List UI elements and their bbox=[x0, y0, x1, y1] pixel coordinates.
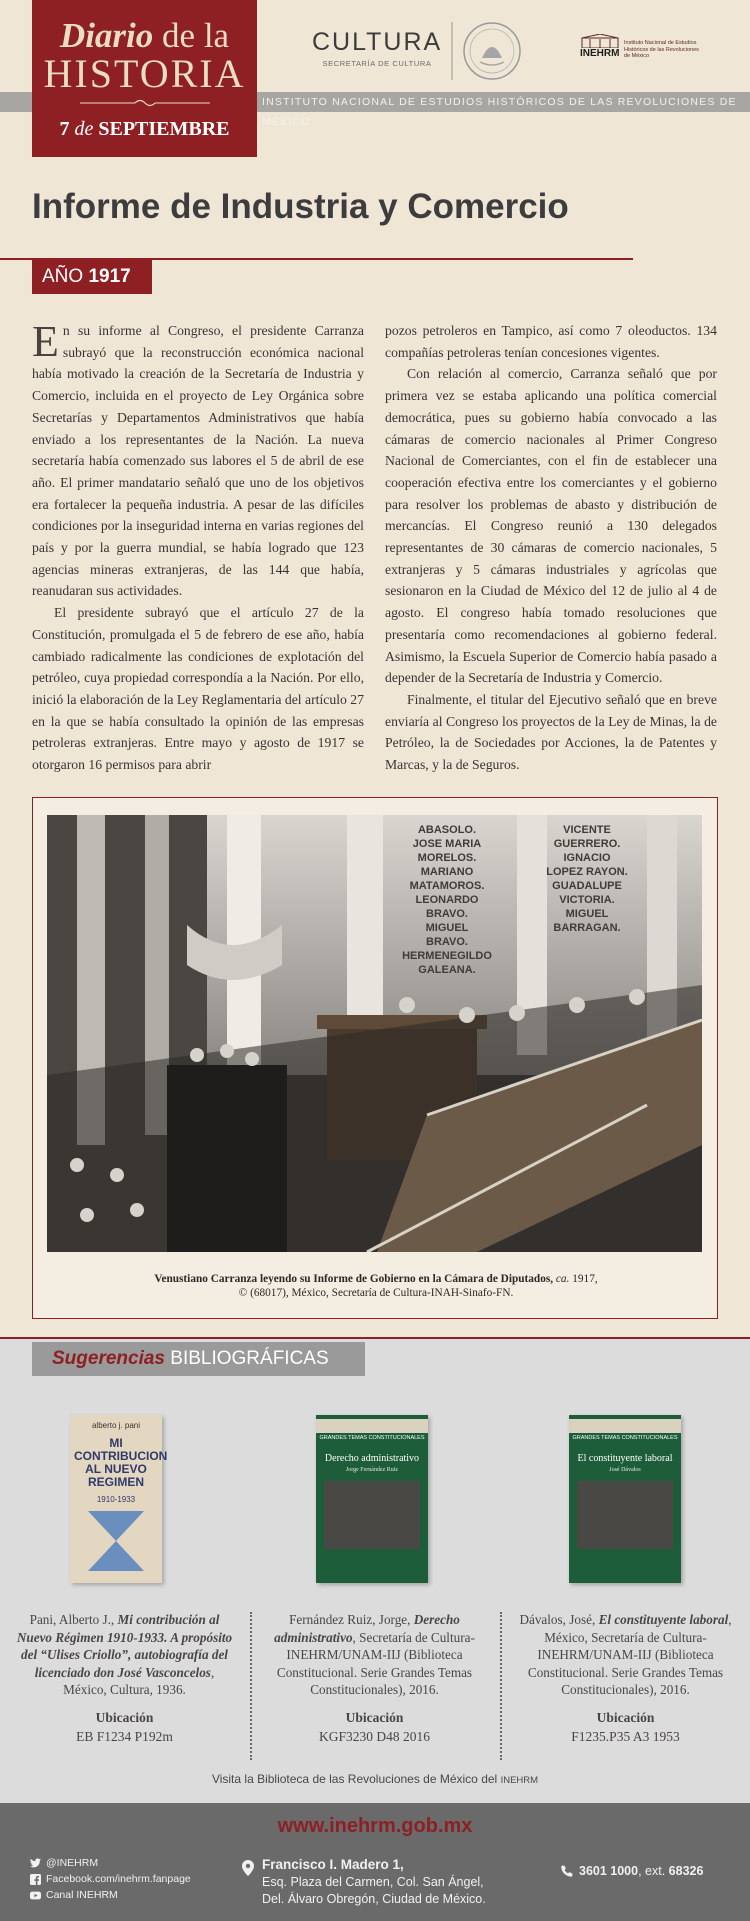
book-cover-pani[interactable] bbox=[70, 1415, 168, 1583]
twitter-link[interactable] bbox=[30, 1856, 98, 1871]
wall-name: GALEANA. bbox=[418, 964, 476, 976]
wall-name: HERMENEGILDO bbox=[402, 950, 492, 962]
wall-name: MIGUEL bbox=[425, 922, 469, 934]
caption-credit: © (68017), México, Secretaría de Cultura-INAH-Sinafo-FN. bbox=[238, 1287, 514, 1299]
suggestions-label-italic: Sugerencias bbox=[52, 1348, 165, 1369]
date-de: de bbox=[74, 118, 94, 140]
dotted-separator bbox=[500, 1612, 502, 1760]
facebook-icon bbox=[30, 1874, 41, 1885]
ornament-icon bbox=[80, 98, 210, 108]
twitter-icon bbox=[30, 1858, 41, 1868]
facebook-link[interactable] bbox=[30, 1872, 191, 1887]
ref1-author: Pani, Alberto J., bbox=[29, 1612, 115, 1627]
location-value-3: F1235.P35 A3 1953 bbox=[571, 1729, 680, 1744]
book-reference-1 bbox=[12, 1611, 237, 1699]
ref3-rest: , México, Secretaría de Cultura-INEHRM/UNAM-IIJ (Biblioteca Constitucional. Serie Grandes Temas Constitucionales), 2016. bbox=[527, 1612, 732, 1697]
paragraph-1-text: n su informe al Congreso, el presidente Carranza subrayó que la reconstrucción económica nacional había motivado la creación de la Secretaría de Industria y Comercio, incluida en el proyecto de Ley Orgánica sobre Secretarías y Departamentos Administrativos que había enviado a los representantes de la Nación. La nueva secretaría había comenzado sus labores el 5 de abril de ese año. El primer mandatario señaló que uno de los objetivos era fortalecer la pequeña industria. A pesar de las difíciles condiciones por la inseguridad interna en varias regiones del país y por la guerra mundial, se había logrado que 123 agencias mineras extranjeras, de las 144 que había, reanudaran sus actividades. bbox=[32, 323, 364, 599]
wall-names-left bbox=[392, 823, 502, 977]
date-month: SEPTIEMBRE bbox=[98, 118, 230, 140]
wall-name: ABASOLO. bbox=[417, 824, 477, 836]
wall-name: BARRAGAN. bbox=[553, 922, 621, 934]
book3-cover-series: GRANDES TEMAS CONSTITUCIONALES bbox=[572, 1435, 678, 1441]
wall-name: MORELOS. bbox=[417, 852, 477, 864]
caption-bold: Venustiano Carranza leyendo su Informe de Gobierno en la Cámara de Diputados, bbox=[154, 1273, 554, 1285]
caption-ca: ca. bbox=[555, 1273, 570, 1285]
book2-cover-series: GRANDES TEMAS CONSTITUCIONALES bbox=[319, 1435, 425, 1441]
year-value: 1917 bbox=[88, 266, 131, 287]
ref1-title: Mi contribución al Nuevo Régimen 1910-1933. A propósito del “Ulises Criollo”, autobiografía del licenciado don José Vasconcelos bbox=[16, 1612, 233, 1680]
suggestions-label-rest: BIBLIOGRÁFICAS bbox=[170, 1348, 329, 1369]
location-label-1: Ubicación bbox=[95, 1710, 154, 1725]
wall-name: BRAVO. bbox=[426, 908, 468, 920]
paragraph-4: Finalmente, el titular del Ejecutivo señaló que en breve enviaría al Congreso los proyectos de la Ley de Minas, la de Petróleo, la de Sociedades por Acciones, la de Patentes y Marcas, y la de Seguros. bbox=[385, 691, 717, 773]
wall-name: LEONARDO bbox=[415, 894, 479, 906]
mexico-seal-icon bbox=[450, 18, 524, 84]
diario-historia-logo bbox=[32, 0, 257, 157]
book1-cover-years: 1910-1933 bbox=[96, 1495, 136, 1504]
book-cover-constituyente-laboral[interactable] bbox=[569, 1415, 681, 1583]
article-column-left bbox=[32, 317, 364, 776]
location-label-2: Ubicación bbox=[345, 1710, 404, 1725]
address-line3: Del. Álvaro Obregón, Ciudad de México. bbox=[262, 1892, 486, 1906]
visit-text: Visita la Biblioteca de las Revoluciones de México del bbox=[211, 1772, 498, 1786]
wall-name: JOSE MARIA bbox=[412, 838, 482, 850]
institute-name: INSTITUTO NACIONAL DE ESTUDIOS HISTÓRICOS DE LAS REVOLUCIONES DE MÉXICO bbox=[262, 96, 737, 128]
inehrm-word: INEHRM bbox=[580, 48, 620, 59]
ext-label: , ext. bbox=[638, 1864, 666, 1878]
ref3-title: El constituyente laboral bbox=[598, 1612, 729, 1627]
paragraph-1 bbox=[32, 317, 364, 602]
brand-diario: Diario bbox=[59, 16, 154, 55]
brand-dela: de la bbox=[162, 16, 230, 55]
ref2-title: Derecho administrativo bbox=[274, 1612, 460, 1645]
website-link[interactable]: www.inehrm.gob.mx bbox=[277, 1815, 473, 1837]
book1-cover-author: alberto j. pani bbox=[91, 1421, 141, 1430]
year-label: AÑO bbox=[42, 266, 84, 287]
location-value-2: KGF3230 D48 2016 bbox=[318, 1729, 430, 1744]
paragraph-2: El presidente subrayó que el artículo 27 de la Constitución, promulgada el 5 de febrero de ese año, había cambiado radicalmente las condiciones de explotación del petróleo, cuya propiedad correspondía a la Nación. Por ello, inició la elaboración de la Ley Reglamentaria del artículo 27 en la que se había consultado la opinión de las empresas petroleras extranjeras. Entre mayo y agosto de 1917 se otorgaron 16 permisos para abrir bbox=[32, 605, 364, 773]
book2-cover-author: Jorge Fernández Ruiz bbox=[345, 1467, 399, 1473]
facebook-url: Facebook.com/inehrm.fanpage bbox=[46, 1873, 191, 1885]
brand-historia: HISTORIA bbox=[43, 51, 246, 96]
photo-caption bbox=[33, 1272, 719, 1300]
ref2-rest: , Secretaría de Cultura-INEHRM/UNAM-IIJ (Biblioteca Constitucional. Serie Grandes Temas Constitucionales), 2016. bbox=[276, 1629, 475, 1697]
twitter-handle: @INEHRM bbox=[46, 1857, 99, 1869]
wall-name: IGNACIO bbox=[563, 852, 611, 864]
book2-cover-title: Derecho administrativo bbox=[324, 1453, 420, 1464]
address bbox=[244, 1856, 504, 1908]
phone-number: 3601 1000 bbox=[579, 1864, 639, 1878]
suggestions-label bbox=[32, 1342, 365, 1376]
ref1-rest: , México, Cultura, 1936. bbox=[63, 1664, 215, 1697]
brand-date bbox=[32, 118, 257, 141]
wall-names-right bbox=[542, 823, 632, 935]
article-column-right bbox=[385, 320, 717, 776]
building-icon bbox=[580, 34, 620, 48]
paragraph-2-continued: pozos petroleros en Tampico, así como 7 oleoductos. 134 compañías petroleras tenían concesiones vigentes. bbox=[385, 323, 717, 360]
cultura-word: CULTURA bbox=[312, 28, 443, 56]
paragraph-3: Con relación al comercio, Carranza señaló que por primera vez se estaba aplicando una política comercial democrática, pues su gobierno había convocado a las cámaras de comercio nacionales al Primer Congreso Nacional de Comerciantes, con el fin de establecer una cooperación efectiva entre los comerciantes y el gobierno para resolver los problemas de abasto y distribución de mercancías. El Congreso reunió a 130 delegados representantes de 30 cámaras de comercio nacionales, 5 extranjeras y 5 cámaras industriales y agrícolas que sesionaron en la Ciudad de México del 12 de julio al 4 de agosto. El congreso había tomado resoluciones que presentaría como recomendaciones al gobierno federal. Asimismo, la Escuela Superior de Comercio había pasado a depender de la Secretaría de Industria y Comercio. bbox=[385, 366, 717, 686]
ext-number: 68326 bbox=[668, 1864, 704, 1878]
youtube-icon bbox=[30, 1890, 41, 1901]
wall-name: BRAVO. bbox=[426, 936, 468, 948]
ref2-author: Fernández Ruiz, Jorge, bbox=[289, 1612, 411, 1627]
wall-name: LOPEZ RAYON. bbox=[546, 866, 628, 878]
phone[interactable] bbox=[560, 1864, 703, 1878]
suggestions-divider bbox=[0, 1337, 750, 1339]
book-reference-3 bbox=[513, 1611, 738, 1699]
cultura-subtitle: SECRETARÍA DE CULTURA bbox=[322, 59, 432, 68]
visit-org: INEHRM bbox=[500, 1775, 539, 1786]
article-title: Informe de Industria y Comercio bbox=[32, 187, 569, 226]
wall-name: GUERRERO. bbox=[553, 838, 621, 850]
book1-cover-title: MI CONTRIBUCION AL NUEVO REGIMEN bbox=[74, 1436, 168, 1489]
location-value-1: EB F1234 P192m bbox=[76, 1729, 173, 1744]
wall-name: MIGUEL bbox=[565, 908, 609, 920]
book-cover-derecho-administrativo[interactable] bbox=[316, 1415, 428, 1583]
inehrm-logo bbox=[580, 34, 700, 64]
historic-photo bbox=[47, 815, 702, 1252]
inehrm-subtitle: Instituto Nacional de Estudios Históricos de las Revoluciones de México bbox=[624, 40, 699, 59]
cultura-logo bbox=[312, 28, 442, 68]
dotted-separator bbox=[250, 1612, 252, 1760]
date-day: 7 bbox=[59, 118, 70, 140]
wall-name: MATAMOROS. bbox=[409, 880, 485, 892]
address-line2: Esq. Plaza del Carmen, Col. San Ángel, bbox=[262, 1875, 484, 1889]
library-visit-text bbox=[0, 1772, 750, 1786]
youtube-link[interactable] bbox=[30, 1888, 118, 1903]
location-label-3: Ubicación bbox=[596, 1710, 655, 1725]
photo-frame bbox=[32, 797, 718, 1319]
book-reference-2 bbox=[262, 1611, 487, 1699]
address-line1: Francisco I. Madero 1, bbox=[262, 1857, 404, 1872]
book3-cover-title: El constituyente laboral bbox=[577, 1453, 673, 1464]
caption-year: 1917, bbox=[572, 1273, 598, 1285]
wall-name: GUADALUPE bbox=[552, 880, 622, 892]
wall-name: VICTORIA. bbox=[559, 894, 615, 906]
wall-name: VICENTE bbox=[563, 824, 611, 836]
phone-icon bbox=[560, 1865, 573, 1878]
book1-cover-graphic bbox=[88, 1511, 144, 1571]
dropcap: E bbox=[32, 317, 59, 366]
year-badge bbox=[32, 260, 152, 294]
wall-name: MARIANO bbox=[420, 866, 474, 878]
book3-cover-author: José Dávalos bbox=[609, 1467, 641, 1473]
youtube-channel: Canal INEHRM bbox=[46, 1889, 118, 1901]
ref3-author: Dávalos, José, bbox=[519, 1612, 596, 1627]
